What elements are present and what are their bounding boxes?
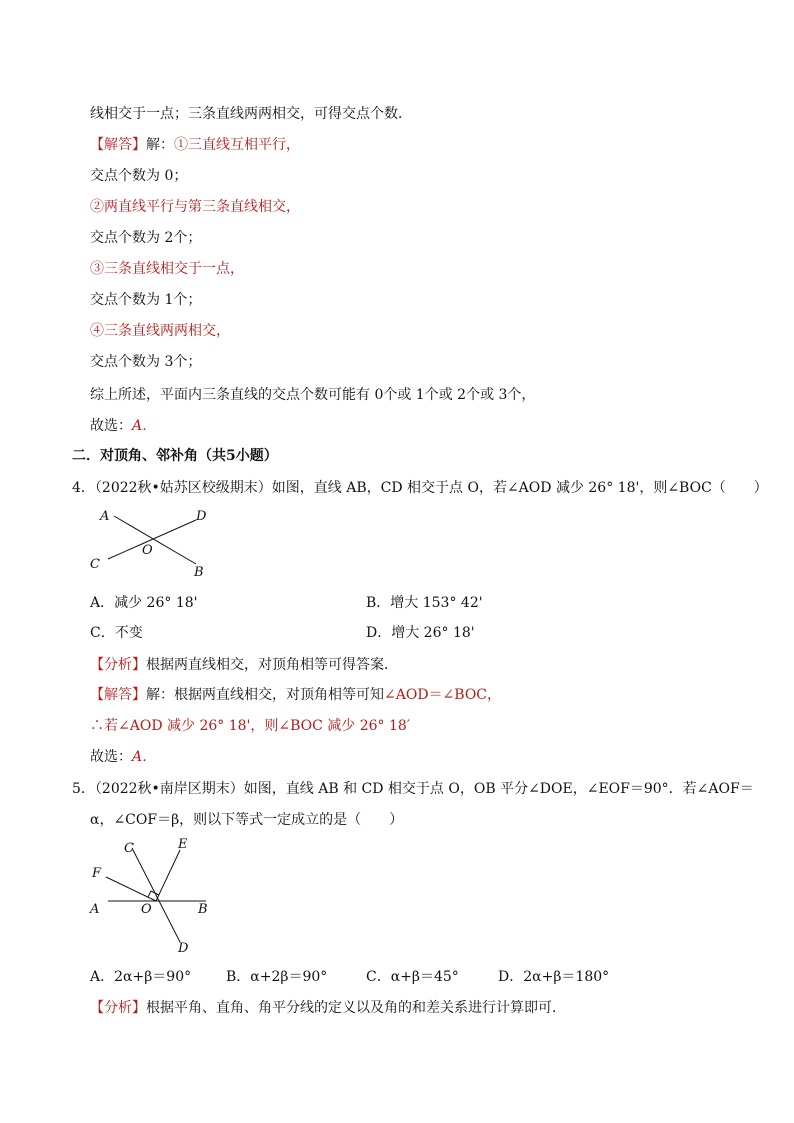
- analysis-label: 【分析】: [90, 1000, 146, 1016]
- q5-figure: [84, 836, 224, 958]
- label-a: A: [100, 509, 110, 524]
- label-d: D: [178, 941, 189, 956]
- label-o: O: [142, 543, 153, 558]
- q5-stem-line-2: α，∠COF＝β，则以下等式一定成立的是（ ）: [90, 812, 404, 828]
- q3-solution-header: [90, 136, 300, 154]
- solution-line-7: ④三条直线两两相交，: [90, 323, 230, 339]
- q5-analysis: [90, 999, 566, 1017]
- solution-line-5: ③三条直线相交于一点，: [90, 261, 244, 277]
- solution-lead: 解：: [146, 137, 174, 153]
- solution-line-8: 交点个数为 3个；: [90, 354, 202, 370]
- q4-stem: 4．（2022秋•姑苏区校级期末）如图，直线 AB，CD 相交于点 O，若∠AOD 减少 26° 18'，则∠BOC（ ）: [72, 480, 768, 496]
- solution-line-4: 交点个数为 2个；: [90, 230, 202, 246]
- solution-lead: 解：根据两直线相交，对顶角相等可知: [146, 687, 384, 703]
- label-o: O: [141, 902, 152, 917]
- q4-option-c[interactable]: C．不变: [90, 625, 143, 641]
- q4-choose: [90, 748, 156, 766]
- line-cd: [132, 848, 180, 942]
- solution-label: 【解答】: [90, 687, 146, 703]
- q5-option-a[interactable]: A．2α+β＝90°: [90, 969, 192, 985]
- choose-answer: A．: [132, 418, 157, 434]
- solution-line-2: 交点个数为 0；: [90, 168, 188, 184]
- label-f: F: [92, 866, 102, 881]
- q4-figure: [84, 504, 224, 584]
- solution-highlight: ∠AOD＝∠BOC，: [384, 687, 502, 703]
- q4-option-b[interactable]: B．增大 153° 42': [366, 595, 483, 611]
- label-c: C: [124, 841, 134, 856]
- q5-stem-line-1: 5．（2022秋•南岸区期末）如图，直线 AB 和 CD 相交于点 O，OB 平分∠DOE，∠EOF＝90°．若∠AOF＝: [72, 781, 754, 797]
- ray-oe: [156, 850, 180, 901]
- q4-option-d[interactable]: D．增大 26° 18': [366, 625, 475, 641]
- q4-analysis: [90, 656, 398, 674]
- choose-answer: A．: [132, 749, 157, 765]
- solution-line-6: 交点个数为 1个；: [90, 292, 202, 308]
- label-c: C: [90, 557, 100, 572]
- choose-prefix: 故选：: [90, 749, 132, 765]
- label-b: B: [198, 902, 208, 917]
- q5-option-d[interactable]: D．2α+β＝180°: [498, 969, 610, 985]
- solution-line-3: ②两直线平行与第三条直线相交，: [90, 199, 300, 215]
- label-e: E: [178, 837, 188, 852]
- choose-prefix: 故选：: [90, 418, 132, 434]
- section-title: 二．对顶角、邻补角（共5小题）: [72, 448, 278, 464]
- solution-line-1: ①三直线互相平行，: [174, 137, 300, 153]
- label-a: A: [90, 902, 100, 917]
- label-b: B: [194, 565, 204, 580]
- q5-option-b[interactable]: B．α+2β＝90°: [226, 969, 328, 985]
- q5-option-c[interactable]: C．α+β＝45°: [366, 969, 459, 985]
- label-d: D: [196, 509, 207, 524]
- q4-option-a[interactable]: A．减少 26° 18': [90, 595, 198, 611]
- q3-choose: [90, 417, 156, 435]
- analysis-text: 根据两直线相交，对顶角相等可得答案．: [146, 657, 398, 673]
- analysis-label: 【分析】: [90, 657, 146, 673]
- right-angle-mark: [148, 891, 159, 897]
- solution-label: 【解答】: [90, 137, 146, 153]
- prev-analysis-tail: 线相交于一点；三条直线两两相交，可得交点个数．: [90, 106, 412, 122]
- q4-solution-line-2: ∴若∠AOD 减少 26° 18'，则∠BOC 减少 26° 18′: [90, 718, 410, 734]
- line-ab: [114, 516, 196, 564]
- analysis-text: 根据平角、直角、角平分线的定义以及角的和差关系进行计算即可．: [146, 1000, 566, 1016]
- q4-solution: [90, 686, 501, 704]
- solution-summary: 综上所述，平面内三条直线的交点个数可能有 0个或 1个或 2个或 3个，: [90, 387, 536, 403]
